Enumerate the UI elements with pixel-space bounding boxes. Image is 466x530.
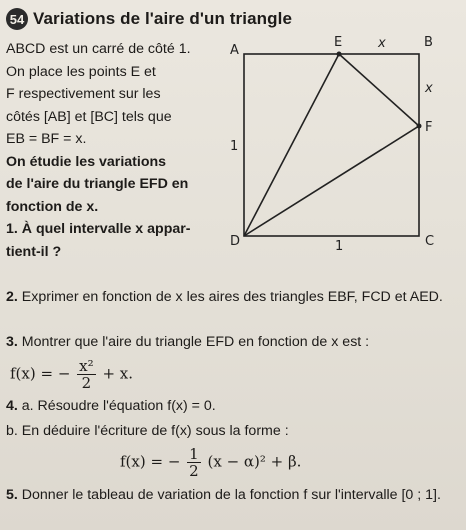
segment-de [244, 54, 339, 236]
square-figure [220, 30, 452, 254]
question-1-line: 1. À quel intervalle x appar- [6, 221, 191, 237]
point-f [417, 124, 422, 129]
square-abcd [244, 54, 419, 236]
exercise-number-badge: 54 [6, 8, 28, 30]
question-2-text: Exprimer en fonction de x les aires des triangles EBF, FCD et AED. [21, 289, 443, 305]
label-f: F [425, 120, 433, 135]
exercise-header [6, 6, 292, 32]
fraction-numerator: 1 [189, 445, 199, 463]
question-number: 4. [6, 398, 22, 414]
label-x-top: x [378, 36, 386, 51]
segment-ef [339, 54, 419, 126]
formula-f-of-x [10, 358, 133, 391]
label-d: D [230, 234, 241, 249]
question-5-text: Donner le tableau de variation de la fonction f sur l'intervalle [0 ; 1]. [21, 487, 441, 503]
fraction [77, 358, 95, 391]
question-3-text: Montrer que l'aire du triangle EFD en fonction de x est : [21, 334, 370, 350]
intro-line: ABCD est un carré de côté 1. [6, 41, 191, 57]
formula-rhs: + x. [102, 364, 134, 383]
intro-line: fonction de x. [6, 198, 99, 215]
fraction [187, 446, 201, 479]
intro-text [6, 38, 211, 263]
question-3 [6, 331, 458, 353]
label-e: E [334, 35, 343, 50]
label-one-bottom: 1 [335, 239, 344, 254]
formula-canonical [120, 446, 301, 479]
intro-line: F respectivement sur les [6, 86, 161, 102]
question-number: 5. [6, 487, 22, 503]
formula-lhs: f(x) = − [120, 452, 181, 471]
question-1-line: tient-il ? [6, 243, 62, 260]
formula-lhs: f(x) = − [10, 364, 71, 383]
question-2 [6, 286, 458, 308]
question-4b [6, 420, 458, 442]
label-a: A [230, 43, 239, 58]
label-one-left: 1 [230, 139, 239, 154]
question-5 [6, 484, 458, 506]
question-number: 2. [6, 289, 22, 305]
intro-line: côtés [AB] et [BC] tels que [6, 108, 172, 125]
label-b: B [424, 35, 433, 50]
intro-line: EB = BF = x. [6, 131, 87, 147]
fraction-numerator: x² [79, 357, 94, 375]
intro-line: de l'aire du triangle EFD en [6, 176, 189, 192]
question-number: 3. [6, 334, 22, 350]
question-4b-text: b. En déduire l'écriture de f(x) sous la forme : [6, 423, 289, 439]
fraction-denominator: 2 [189, 462, 199, 480]
question-4a [6, 395, 458, 417]
label-c: C [425, 234, 435, 249]
intro-line: On étudie les variations [6, 153, 167, 170]
exercise-title: Variations de l'aire d'un triangle [33, 9, 292, 28]
formula-rhs: (x − α)² + β. [207, 452, 302, 471]
segment-df [244, 126, 419, 236]
question-4a-text: a. Résoudre l'équation f(x) = 0. [21, 398, 216, 414]
label-x-right: x [425, 81, 433, 96]
intro-line: On place les points E et [6, 63, 156, 80]
point-e [337, 52, 342, 57]
fraction-denominator: 2 [81, 374, 92, 392]
